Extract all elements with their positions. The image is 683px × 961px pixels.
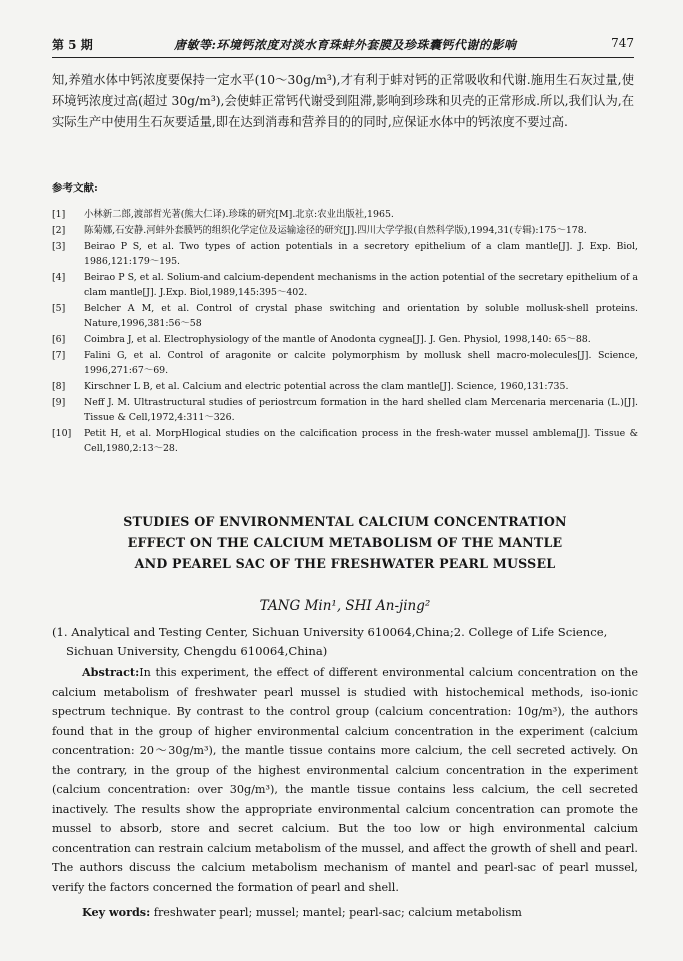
reference-number: [10] <box>52 428 72 439</box>
reference-text: Coimbra J, et al. Electrophysiology of the mantle of Anodonta cygnea[J]. J. Gen. Physiol, 1998,140: 65～88. <box>84 334 591 345</box>
reference-item <box>52 395 638 425</box>
reference-list <box>52 207 638 457</box>
body-text: 知,养殖水体中钙浓度要保持一定水平(10～30g/m³),才有利于蚌对钙的正常吸收和代谢.施用生石灰过量,使环境钙浓度过高(超过 30g/m³),会使蚌正常钙代谢受到阻滞,影响到珍珠和贝壳的正常形成.所以,我们认为,在实际生产中使用生石灰要适量,即在达到消毒和营养目的的同时,应保证水体中的钙浓度不要过高. <box>52 73 634 129</box>
reference-item <box>52 426 638 456</box>
reference-number: [7] <box>52 350 66 361</box>
reference-item <box>52 301 638 331</box>
reference-text: 陈菊娜,石安静.河蚌外套膜钙的组织化学定位及运输途径的研究[J].四川大学学报(自然科学版),1994,31(专辑):175～178. <box>84 225 587 236</box>
reference-number: [3] <box>52 241 66 252</box>
title-line: AND PEAREL SAC OF THE FRESHWATER PEARL MUSSEL <box>134 556 556 571</box>
affiliation-line: Sichuan University, Chengdu 610064,China) <box>66 644 328 658</box>
title-line: EFFECT ON THE CALCIUM METABOLISM OF THE MANTLE <box>127 535 563 550</box>
english-title <box>52 511 638 574</box>
reference-item <box>52 223 638 238</box>
header-rule <box>52 57 634 58</box>
reference-text: Neff J. M. Ultrastructural studies of periostrcum formation in the hard shelled clam Mercenaria mercenaria (L.)[J]. Tissue & Cell,1972,4:311～326. <box>84 397 638 423</box>
reference-item <box>52 207 638 222</box>
abstract-label: Abstract: <box>82 665 140 679</box>
reference-text: 小林新二郎,渡部哲光著(熊大仁译).珍珠的研究[M].北京:农业出版社,1965. <box>84 209 394 220</box>
reference-item <box>52 332 638 347</box>
page-number: 747 <box>611 36 634 50</box>
body-paragraph <box>52 70 634 133</box>
running-title: 唐敏等:环境钙浓度对淡水育珠蚌外套膜及珍珠囊钙代谢的影响 <box>174 38 517 52</box>
keywords-text: freshwater pearl; mussel; mantel; pearl-sac; calcium metabolism <box>153 906 522 919</box>
affiliations <box>52 623 638 661</box>
reference-text: Kirschner L B, et al. Calcium and electric potential across the clam mantle[J]. Science, 1960,131:735. <box>84 381 569 392</box>
references-heading: 参考文献: <box>52 182 98 194</box>
abstract-section <box>52 663 638 897</box>
author-names: TANG Min¹, SHI An-jing² <box>259 598 431 614</box>
reference-number: [1] <box>52 209 66 220</box>
affiliation-line: (1. Analytical and Testing Center, Sichuan University 610064,China;2. College of Life Science, <box>52 625 608 639</box>
reference-item <box>52 379 638 394</box>
reference-number: [4] <box>52 272 66 283</box>
keywords-label: Key words: <box>82 905 151 919</box>
reference-text: Petit H, et al. MorpHlogical studies on the calcification process in the fresh-water mussel amblema[J]. Tissue & Cell,1980,2:13～28. <box>84 428 638 454</box>
reference-number: [6] <box>52 334 66 345</box>
reference-text: Beirao P S, et al. Solium-and calcium-dependent mechanisms in the action potential of the secretary epithelium of a clam mantle[J]. J.Exp. Biol,1989,145:395～402. <box>84 272 638 298</box>
reference-item <box>52 239 638 269</box>
reference-text: Beirao P S, et al. Two types of action potentials in a secretory epithelium of a clam mantle[J]. J. Exp. Biol, 1986,121:179～195. <box>84 241 638 267</box>
keywords-section <box>82 905 522 919</box>
reference-item <box>52 348 638 378</box>
reference-number: [2] <box>52 225 66 236</box>
abstract-text: In this experiment, the effect of different environmental calcium concentration on the calcium metabolism of freshwater pearl mussel is studied with histochemical methods, iso-ionic spectrum technique. By contrast to the control group (calcium concentration: 10g/m³), the authors found that in the group of higher environmental calcium concentration in the experiment (calcium concentration: 20～30g/m³), the mantle tissue contains more calcium, the cell secreted actively. On the contrary, in the group of the highest environmental calcium concentration in the experiment (calcium concentration: over 30g/m³), the mantle tissue contains less calcium, the cell secreted inactively. The results show the appropriate environmental calcium concentration can promote the mussel to absorb, store and secret calcium. But the too low or high environmental calcium concentration can restrain calcium metabolism of the mussel, and affect the growth of shell and pearl. The authors discuss the calcium metabolism mechanism of mantel and pearl-sac of pearl mussel, verify the factors concerned the formation of pearl and shell. <box>52 666 638 894</box>
reference-item <box>52 270 638 300</box>
reference-number: [8] <box>52 381 66 392</box>
reference-text: Belcher A M, et al. Control of crystal phase switching and orientation by soluble mollusk-shell proteins. Nature,1996,381:56～58 <box>84 303 638 329</box>
running-header <box>52 34 634 54</box>
reference-text: Falini G, et al. Control of aragonite or calcite polymorphism by mollusk shell macro-molecules[J]. Science, 1996,271:67～69. <box>84 350 638 376</box>
issue-label: 第 5 期 <box>52 38 93 52</box>
title-line: STUDIES OF ENVIRONMENTAL CALCIUM CONCENTRATION <box>123 514 567 529</box>
reference-number: [5] <box>52 303 66 314</box>
reference-number: [9] <box>52 397 66 408</box>
